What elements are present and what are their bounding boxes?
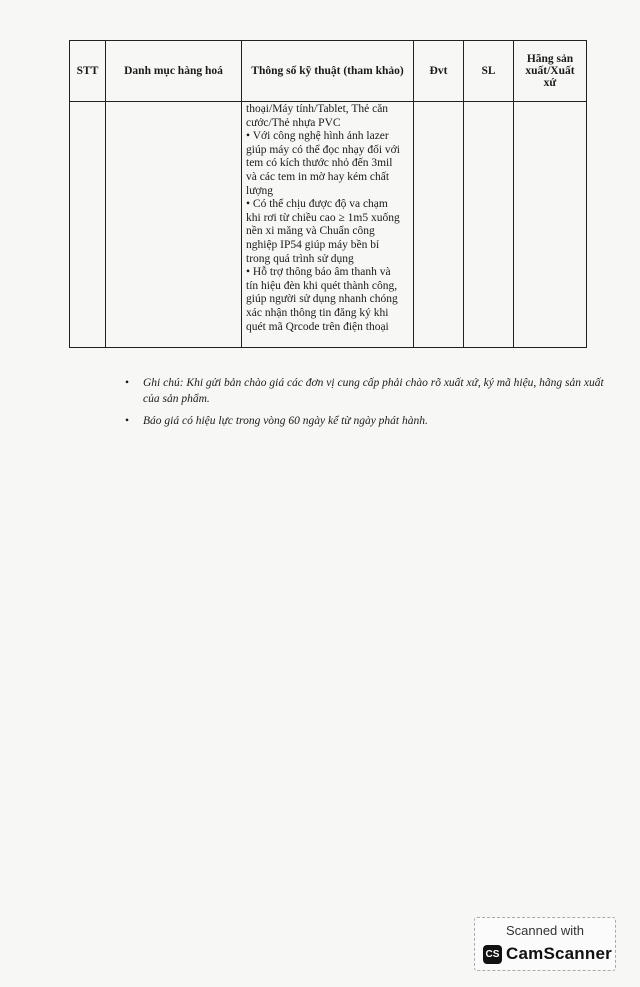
cell-qty bbox=[464, 102, 514, 348]
header-origin-line: Hãng sản bbox=[526, 53, 574, 65]
camscanner-logo-icon: CS bbox=[483, 945, 502, 964]
bullet-icon: • bbox=[125, 377, 130, 389]
spec-line: • Có thể chịu được độ va chạm bbox=[246, 198, 388, 211]
header-spec: Thông số kỹ thuật (tham khảo) bbox=[242, 41, 414, 102]
header-origin-line: xuất/Xuất bbox=[525, 65, 575, 77]
header-stt: STT bbox=[70, 41, 106, 102]
spec-line: nền xi măng và Chuẩn công bbox=[246, 225, 375, 238]
spec-line: thoại/Máy tính/Tablet, Thẻ căn bbox=[246, 103, 389, 115]
spec-line: trong quá trình sử dụng bbox=[246, 252, 354, 265]
note-text: Ghi chú: Khi gửi bản chào giá các đơn vị cung cấp phải chào rõ xuất xứ, ký mã hiệu, hãng sản xuất của sản phẩm. bbox=[143, 377, 604, 405]
spec-line: cước/Thẻ nhựa PVC bbox=[246, 116, 341, 129]
spec-line: khi rơi từ chiều cao ≥ 1m5 xuống bbox=[246, 211, 400, 224]
spec-line: và các tem in mờ hay kém chất bbox=[246, 170, 390, 183]
cell-origin bbox=[514, 102, 587, 348]
spec-line: giúp máy có thể đọc nhạy đối với bbox=[246, 143, 400, 156]
spec-line: lượng bbox=[246, 184, 274, 197]
notes-list bbox=[125, 375, 605, 435]
camscanner-brand: CamScanner bbox=[506, 944, 612, 963]
header-origin-line: xứ bbox=[543, 77, 557, 89]
spec-line: • Hỗ trợ thông báo âm thanh và bbox=[246, 266, 391, 279]
camscanner-watermark bbox=[474, 917, 616, 971]
spec-line: nghiệp IP54 giúp máy bền bỉ bbox=[246, 238, 380, 251]
spec-line: tem có kích thước nhỏ đến 3mil bbox=[246, 157, 393, 170]
header-origin bbox=[514, 41, 587, 102]
bullet-icon: • bbox=[125, 415, 130, 427]
cell-stt bbox=[70, 102, 106, 348]
spec-line: giúp người sử dụng nhanh chóng bbox=[246, 293, 398, 306]
spec-line: • Với công nghệ hình ảnh lazer bbox=[246, 130, 389, 143]
list-item bbox=[125, 375, 605, 407]
spec-line: tín hiệu đèn khi quét thành công, bbox=[246, 279, 398, 292]
spec-table bbox=[69, 40, 587, 348]
list-item bbox=[125, 413, 605, 429]
table-row bbox=[70, 102, 587, 348]
header-qty: SL bbox=[464, 41, 514, 102]
header-item: Danh mục hàng hoá bbox=[106, 41, 242, 102]
note-text: Báo giá có hiệu lực trong vòng 60 ngày kể từ ngày phát hành. bbox=[143, 415, 428, 427]
spec-line: quét mã Qrcode trên điện thoại bbox=[246, 320, 389, 333]
cell-spec bbox=[242, 102, 414, 348]
header-unit: Đvt bbox=[414, 41, 464, 102]
cell-item bbox=[106, 102, 242, 348]
scanned-with-text: Scanned with bbox=[505, 923, 585, 938]
table-header-row bbox=[70, 41, 587, 102]
cell-unit bbox=[414, 102, 464, 348]
spec-line: xác nhận thông tin đăng ký khi bbox=[246, 306, 389, 319]
